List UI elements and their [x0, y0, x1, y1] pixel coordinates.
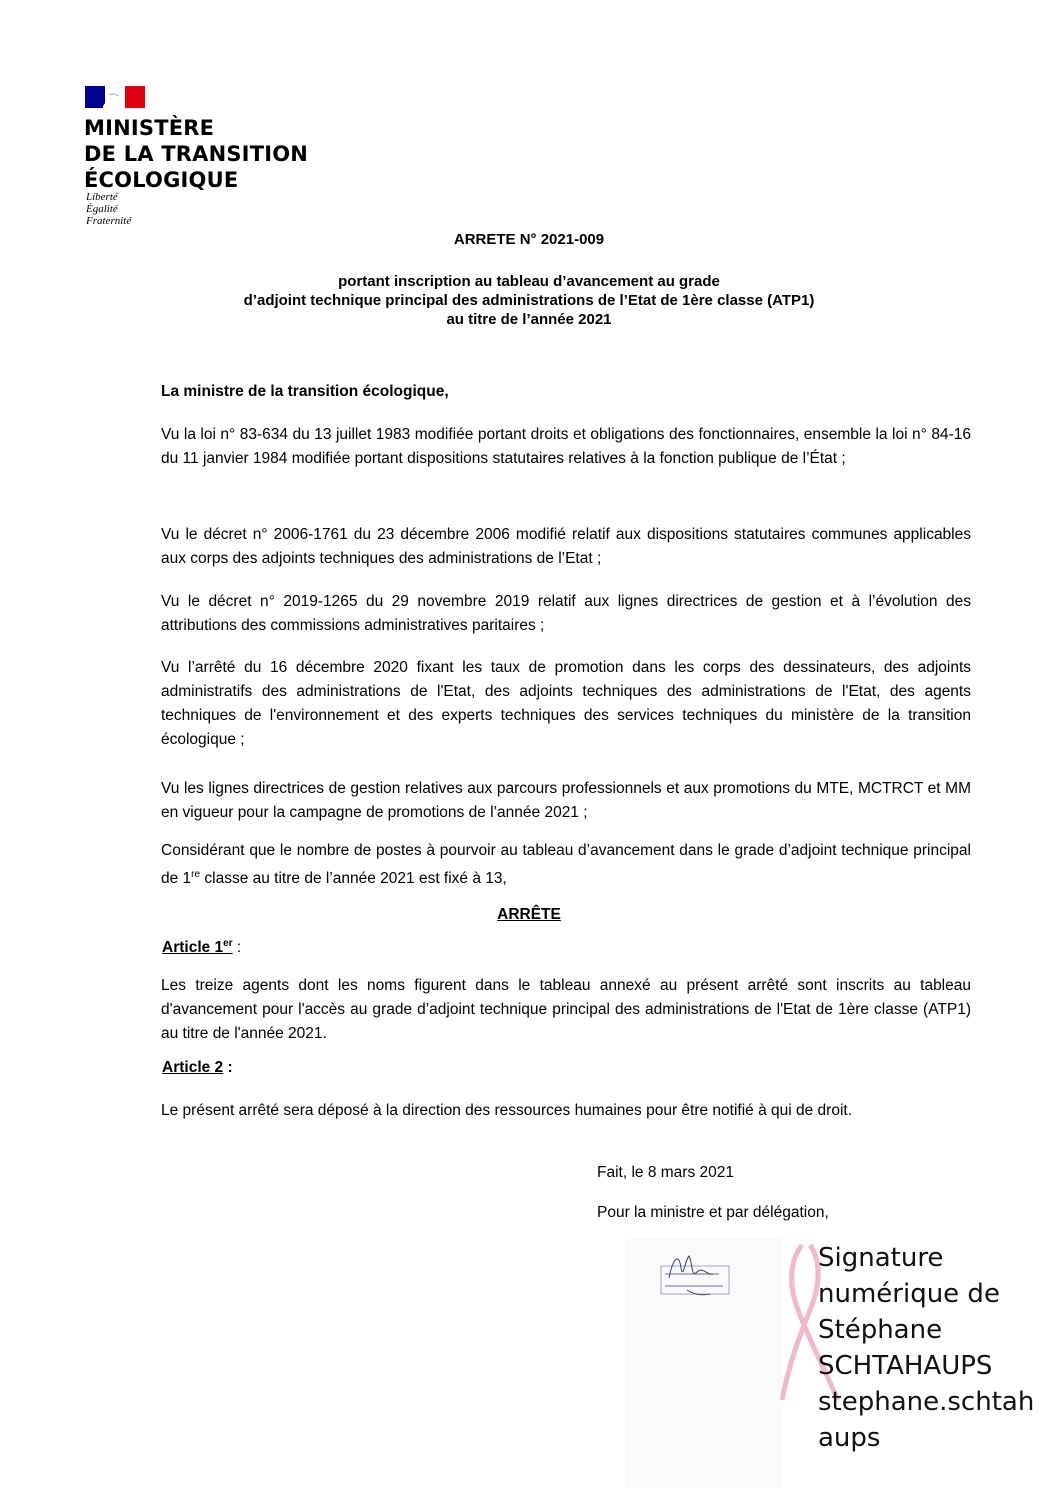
article-2-colon: : — [223, 1059, 233, 1076]
ministry-line-3: ÉCOLOGIQUE — [84, 168, 239, 192]
digital-signature-line-4: SCHTAHAUPS — [818, 1351, 993, 1381]
signature-date: Fait, le 8 mars 2021 — [597, 1164, 734, 1181]
arrete-heading: ARRÊTE — [497, 906, 561, 923]
digital-signature-line-5: stephane.schtah — [818, 1387, 1035, 1417]
vu-paragraph-5: Vu les lignes directrices de gestion relatives aux parcours professionnels et aux promotions du MTE, MCTRCT et MM en vigueur pour la campagne de promotions de l’année 2021 ; — [161, 780, 971, 821]
ministry-line-2: DE LA TRANSITION — [84, 142, 309, 166]
digital-signature-text — [818, 1240, 1034, 1456]
article-1-colon: : — [232, 939, 242, 957]
decree-number: ARRETE N° 2021-009 — [453, 231, 605, 248]
motto-line-2: Égalité — [86, 203, 118, 215]
article-2-text: Le présent arrêté sera déposé à la direction des ressources humaines pour être notifié à qui de droit. — [161, 1102, 853, 1119]
marianne-logo-icon — [85, 86, 145, 108]
vu-paragraph-4: Vu l’arrêté du 16 décembre 2020 fixant les taux de promotion dans les corps des dessinateurs, des adjoints administratifs des administrations de l'Etat, des adjoints techniques des administrations de l'Etat, des agents techniques de l'environnement et des experts techniques des services techniques du ministère de la transition écologique ; — [161, 659, 971, 748]
vu-paragraph-1: Vu la loi n° 83-634 du 13 juillet 1983 modifiée portant droits et obligations des fonctionnaires, ensemble la loi n° 84-16 du 11 janvier 1984 modifiée portant dispositions statutaires relatives à la fonction publique de l’État ; — [161, 426, 971, 467]
article-1-text: Les treize agents dont les noms figurent dans le tableau annexé au présent arrêté sont inscrits au tableau d'avancement pour l'accès au grade d’adjoint technique principal des administrations de l'Etat de 1ère classe (ATP1) au titre de l'année 2021. — [161, 977, 971, 1042]
article-1-heading — [162, 938, 241, 957]
digital-signature-line-3: Stéphane — [818, 1315, 943, 1345]
motto-line-1: Liberté — [86, 191, 118, 203]
considerant-paragraph — [161, 839, 971, 891]
considerant-text-start: Considérant que le nombre de postes à pourvoir au tableau d’avancement dans le grade d’adjoint technique principal de 1 — [161, 842, 971, 888]
vu-paragraph-2: Vu le décret n° 2006-1761 du 23 décembre 2006 modifié relatif aux dispositions statutaires communes applicables aux corps des adjoints techniques des administrations de l’Etat ; — [161, 526, 971, 567]
vu-paragraph-3: Vu le décret n° 2019-1265 du 29 novembre 2019 relatif aux lignes directrices de gestion et à l’évolution des attributions des commissions administratives paritaires ; — [161, 593, 971, 634]
signature-delegation: Pour la ministre et par délégation, — [597, 1204, 829, 1221]
ministry-name — [84, 115, 308, 193]
decree-subject — [0, 272, 1058, 329]
handwritten-signature-stamp — [627, 1238, 783, 1488]
article-2-heading — [162, 1059, 233, 1077]
decree-subject-line-3: au titre de l’année 2021 — [446, 311, 612, 328]
decree-subject-line-1: portant inscription au tableau d’avancement au grade — [338, 273, 720, 290]
article-2-label: Article 2 — [162, 1059, 224, 1076]
digital-signature-line-6: aups — [818, 1423, 881, 1453]
motto-line-3: Fraternité — [86, 215, 132, 227]
digital-signature-line-2: numérique de — [818, 1279, 1000, 1309]
considerant-superscript: re — [191, 869, 201, 880]
article-1-superscript: er — [223, 938, 233, 949]
article-1-label: Article 1 — [162, 939, 224, 957]
ministry-line-1: MINISTÈRE — [84, 116, 215, 140]
authority-line: La ministre de la transition écologique, — [161, 383, 449, 400]
decree-subject-line-2: d’adjoint technique principal des administrations de l’Etat de 1ère classe (ATP1) — [243, 292, 815, 309]
republic-motto — [86, 191, 131, 227]
considerant-text-end: classe au titre de l’année 2021 est fixé à 13, — [200, 870, 507, 888]
digital-signature-line-1: Signature — [818, 1243, 944, 1273]
